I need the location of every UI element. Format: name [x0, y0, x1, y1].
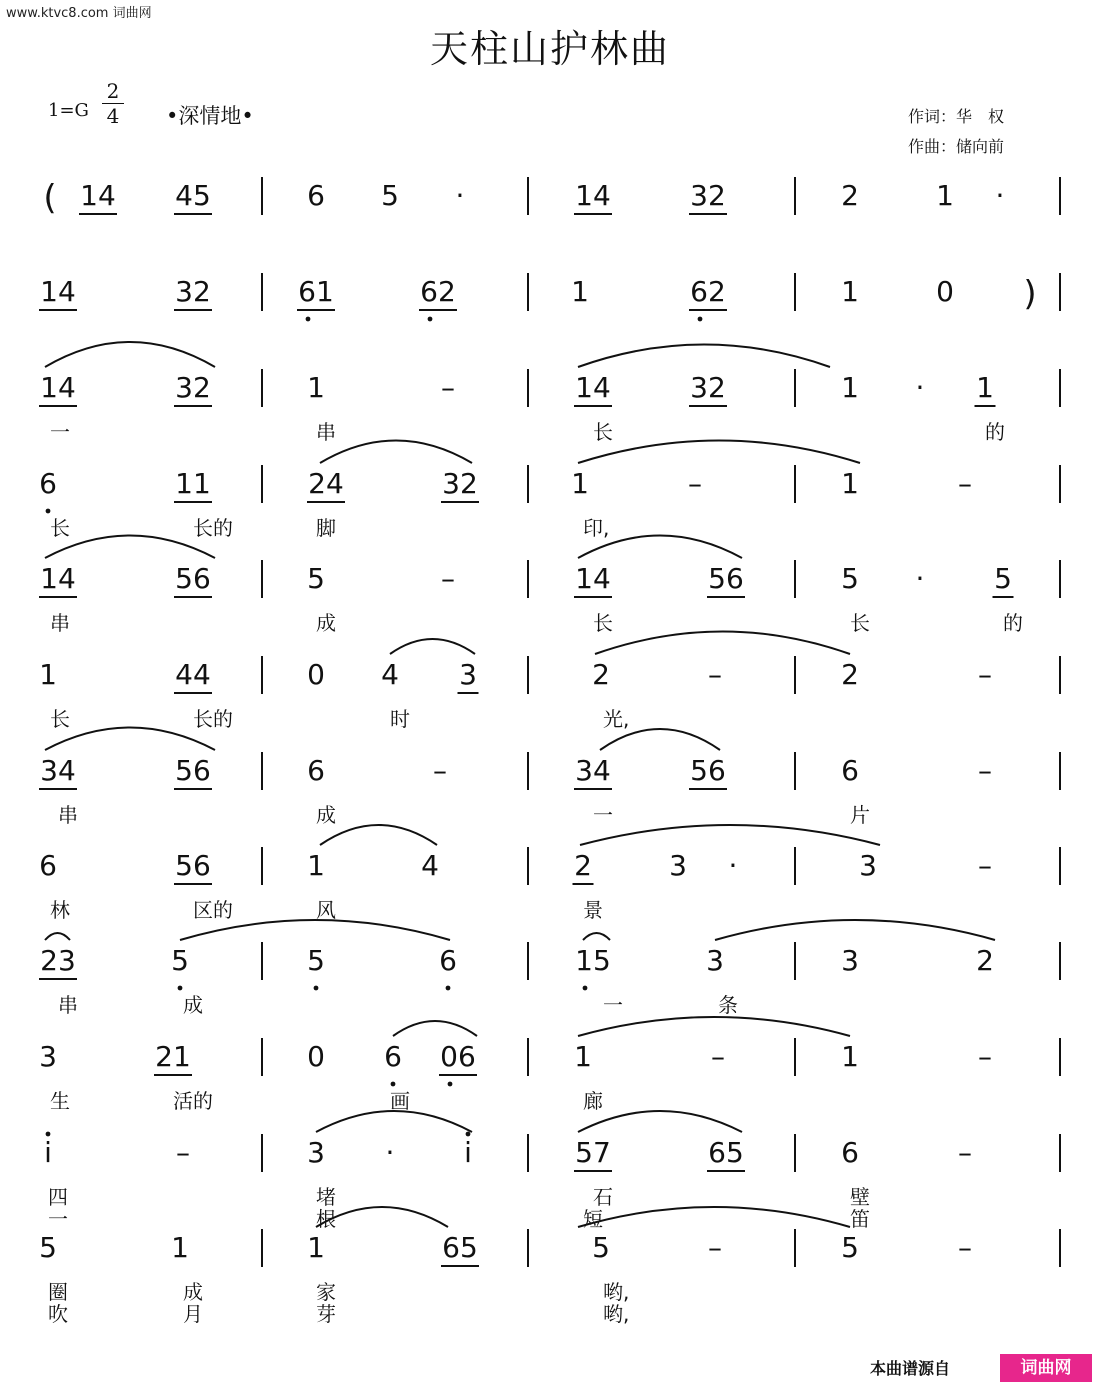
note-6-7: –	[978, 754, 992, 787]
note-10-7: 6	[841, 1136, 859, 1169]
note-10-5: 57	[575, 1136, 611, 1169]
note-7-5: 3	[669, 849, 687, 882]
note-11-0: 5	[39, 1231, 57, 1264]
lyric-11-0: 圈	[48, 1280, 68, 1304]
lyric-10-5: 根	[316, 1207, 336, 1231]
note-0-3: 6	[307, 179, 325, 212]
lyric-3-0: 长	[50, 516, 70, 540]
note-5-8: –	[978, 658, 992, 691]
lyric-6-0: 串	[58, 803, 78, 827]
note-3-0: 6	[39, 467, 57, 500]
slur	[715, 920, 995, 940]
slur	[578, 441, 860, 464]
note-9-5: 1	[574, 1040, 592, 1073]
footer-source: 本曲谱源自	[870, 1359, 951, 1378]
slur	[578, 1111, 742, 1132]
composer-credit: 作曲：储向前	[908, 137, 1005, 156]
low-octave-dot	[448, 1082, 453, 1087]
note-0-7: 32	[690, 179, 726, 212]
note-9-3: 6	[384, 1040, 402, 1073]
note-0-2: 45	[175, 179, 211, 212]
lyric-4-0: 串	[50, 611, 70, 635]
page-title: 天柱山护林曲	[429, 27, 670, 71]
note-6-1: 56	[175, 754, 211, 787]
note-9-6: –	[711, 1040, 725, 1073]
note-1-1: 32	[175, 275, 211, 308]
note-1-5: 62	[690, 275, 726, 308]
lyric-6-1: 成	[316, 803, 336, 827]
slur	[390, 639, 475, 654]
lyric-3-3: 印,	[583, 516, 610, 540]
footer-logo: 词曲网	[1000, 1354, 1092, 1382]
note-1-2: 61	[298, 275, 334, 308]
note-3-5: –	[688, 467, 702, 500]
lyric-11-4: 吹	[48, 1302, 68, 1326]
note-1-8: )	[1023, 274, 1037, 314]
lyric-11-3: 哟,	[603, 1280, 630, 1304]
note-10-2: 3	[307, 1136, 325, 1169]
lyric-10-7: 笛	[850, 1207, 870, 1231]
note-6-4: 34	[575, 754, 611, 787]
note-2-7: ·	[915, 371, 925, 404]
lyric-4-1: 成	[316, 611, 336, 635]
lyric-8-0: 串	[58, 993, 78, 1017]
slur	[578, 1017, 850, 1036]
note-4-7: ·	[915, 562, 925, 595]
note-9-1: 21	[155, 1040, 191, 1073]
note-8-0: 23	[40, 944, 76, 977]
note-4-6: 5	[841, 562, 859, 595]
lyric-10-3: 壁	[850, 1185, 870, 1209]
lyric-11-6: 芽	[316, 1302, 336, 1326]
note-10-3: ·	[385, 1136, 395, 1169]
note-7-2: 1	[307, 849, 325, 882]
low-octave-dot	[446, 986, 451, 991]
note-0-9: 1	[936, 179, 954, 212]
note-5-4: 3	[459, 658, 477, 691]
lyric-4-3: 长	[850, 611, 870, 635]
slur	[578, 345, 830, 368]
note-6-2: 6	[307, 754, 325, 787]
note-5-0: 1	[39, 658, 57, 691]
note-11-3: 65	[442, 1231, 478, 1264]
note-7-0: 6	[39, 849, 57, 882]
lyric-4-4: 的	[1003, 611, 1023, 635]
time-sig-bottom: 4	[106, 104, 120, 128]
note-7-1: 56	[175, 849, 211, 882]
time-sig-top: 2	[106, 79, 120, 103]
key-signature: 1=G	[48, 100, 89, 121]
note-2-5: 32	[690, 371, 726, 404]
note-3-2: 24	[308, 467, 344, 500]
note-9-2: 0	[307, 1040, 325, 1073]
lyric-8-1: 成	[183, 993, 203, 1017]
slur	[580, 825, 880, 845]
tempo-marking: •深情地•	[166, 104, 254, 128]
lyric-8-2: 一	[603, 993, 623, 1017]
note-11-2: 1	[307, 1231, 325, 1264]
note-11-6: 5	[841, 1231, 859, 1264]
lyric-11-7: 哟,	[603, 1302, 630, 1326]
slur	[316, 1111, 472, 1132]
note-10-4: i	[464, 1136, 472, 1169]
note-9-7: 1	[841, 1040, 859, 1073]
low-octave-dot	[698, 317, 703, 322]
slur	[45, 728, 215, 751]
lyric-9-2: 画	[390, 1089, 410, 1113]
lyric-5-0: 长	[50, 707, 70, 731]
lyric-11-5: 月	[183, 1302, 203, 1326]
low-octave-dot	[428, 317, 433, 322]
lyric-5-3: 光,	[603, 707, 630, 731]
note-4-2: 5	[307, 562, 325, 595]
slur	[180, 920, 450, 940]
low-octave-dot	[178, 986, 183, 991]
note-11-1: 1	[171, 1231, 189, 1264]
note-5-3: 4	[381, 658, 399, 691]
slur	[393, 1021, 477, 1036]
note-8-7: 2	[976, 944, 994, 977]
low-octave-dot	[46, 509, 51, 514]
lyricist-credit: 作词：华 权	[908, 107, 1005, 126]
note-1-4: 1	[571, 275, 589, 308]
lyric-5-1: 长的	[193, 707, 233, 731]
lyric-10-4: 一	[48, 1207, 68, 1231]
note-4-8: 5	[994, 562, 1012, 595]
note-0-0: (	[43, 178, 57, 218]
note-9-0: 3	[39, 1040, 57, 1073]
note-0-4: 5	[381, 179, 399, 212]
slur	[583, 933, 610, 940]
lyric-4-2: 长	[593, 611, 613, 635]
lyric-9-1: 活的	[173, 1089, 213, 1113]
note-6-6: 6	[841, 754, 859, 787]
note-3-4: 1	[571, 467, 589, 500]
note-8-5: 3	[706, 944, 724, 977]
lyric-7-1: 区的	[193, 898, 233, 922]
note-4-5: 56	[708, 562, 744, 595]
note-5-2: 0	[307, 658, 325, 691]
note-11-5: –	[708, 1231, 722, 1264]
note-7-8: –	[978, 849, 992, 882]
note-10-1: –	[176, 1136, 190, 1169]
lyric-9-0: 生	[50, 1089, 70, 1113]
low-octave-dot	[314, 986, 319, 991]
slur	[320, 441, 472, 464]
note-1-6: 1	[841, 275, 859, 308]
note-0-8: 2	[841, 179, 859, 212]
low-octave-dot	[391, 1082, 396, 1087]
note-6-5: 56	[690, 754, 726, 787]
slur	[45, 933, 70, 940]
lyric-2-1: 串	[316, 420, 336, 444]
lyric-6-3: 片	[850, 803, 870, 827]
note-11-7: –	[958, 1231, 972, 1264]
low-octave-dot	[306, 317, 311, 322]
note-2-2: 1	[307, 371, 325, 404]
lyric-2-2: 长	[593, 420, 613, 444]
lyric-11-2: 家	[316, 1280, 336, 1304]
lyric-7-2: 风	[316, 898, 336, 922]
lyric-3-1: 长的	[193, 516, 233, 540]
slur	[45, 536, 215, 559]
slur	[578, 1207, 850, 1227]
note-2-1: 32	[175, 371, 211, 404]
note-9-4: 06	[440, 1040, 476, 1073]
note-2-0: 14	[40, 371, 76, 404]
note-1-3: 62	[420, 275, 456, 308]
note-5-1: 44	[175, 658, 211, 691]
note-4-4: 14	[575, 562, 611, 595]
note-4-0: 14	[40, 562, 76, 595]
note-11-4: 5	[592, 1231, 610, 1264]
note-0-10: ·	[995, 179, 1005, 212]
note-1-7: 0	[936, 275, 954, 308]
note-8-6: 3	[841, 944, 859, 977]
lyric-10-2: 石	[593, 1185, 613, 1209]
low-octave-dot	[583, 986, 588, 991]
high-octave-dot	[466, 1132, 471, 1137]
note-4-1: 56	[175, 562, 211, 595]
note-0-5: ·	[455, 179, 465, 212]
note-5-5: 2	[592, 658, 610, 691]
note-8-4: 15	[575, 944, 611, 977]
lyric-10-1: 堵	[316, 1185, 336, 1209]
lyric-6-2: 一	[593, 803, 613, 827]
lyric-3-2: 脚	[316, 516, 336, 540]
note-5-7: 2	[841, 658, 859, 691]
note-2-6: 1	[841, 371, 859, 404]
note-10-8: –	[958, 1136, 972, 1169]
note-7-6: ·	[728, 849, 738, 882]
slur	[320, 825, 437, 845]
slur	[595, 632, 850, 655]
note-2-8: 1	[976, 371, 994, 404]
note-3-3: 32	[442, 467, 478, 500]
note-7-4: 2	[574, 849, 592, 882]
lyric-10-6: 短	[583, 1207, 603, 1231]
lyric-8-3: 条	[718, 993, 738, 1017]
note-8-2: 5	[307, 944, 325, 977]
lyric-9-3: 廊	[583, 1089, 603, 1113]
lyric-7-0: 林	[50, 898, 70, 922]
note-6-3: –	[433, 754, 447, 787]
note-2-4: 14	[575, 371, 611, 404]
note-10-6: 65	[708, 1136, 744, 1169]
note-7-7: 3	[859, 849, 877, 882]
note-0-1: 14	[80, 179, 116, 212]
lyric-2-0: 一	[50, 420, 70, 444]
site-label: www.ktvc8.com 词曲网	[6, 6, 152, 21]
lyric-11-1: 成	[183, 1280, 203, 1304]
note-8-1: 5	[171, 944, 189, 977]
note-0-6: 14	[575, 179, 611, 212]
note-7-3: 4	[421, 849, 439, 882]
lyric-5-2: 时	[390, 707, 410, 731]
high-octave-dot	[46, 1132, 51, 1137]
note-9-8: –	[978, 1040, 992, 1073]
note-3-7: –	[958, 467, 972, 500]
slur	[45, 342, 215, 367]
note-2-3: –	[441, 371, 455, 404]
note-6-0: 34	[40, 754, 76, 787]
lyric-7-3: 景	[583, 898, 603, 922]
note-4-3: –	[441, 562, 455, 595]
lyric-10-0: 四	[48, 1185, 68, 1209]
note-3-6: 1	[841, 467, 859, 500]
note-5-6: –	[708, 658, 722, 691]
note-8-3: 6	[439, 944, 457, 977]
lyric-2-3: 的	[985, 420, 1005, 444]
slur	[600, 729, 720, 750]
note-10-0: i	[44, 1136, 52, 1169]
note-1-0: 14	[40, 275, 76, 308]
note-3-1: 11	[175, 467, 211, 500]
